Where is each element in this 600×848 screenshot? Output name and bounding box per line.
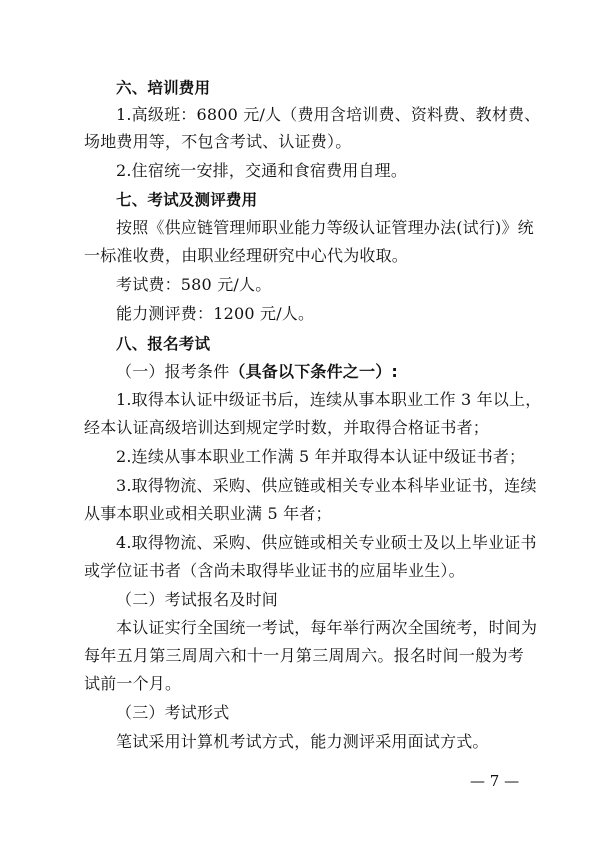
- assessment-fee: 能力测评费：1200 元/人。: [116, 304, 315, 323]
- subsection-2-heading: （二）考试报名及时间: [116, 590, 279, 609]
- section-7-paragraph-line-2: 一标准收费，由职业经理研究中心代为收取。: [84, 246, 409, 265]
- subsection-1-heading: [116, 361, 524, 383]
- condition-1-line-2: 经本认证高级培训达到规定学时数，并取得合格证书者；: [84, 418, 490, 437]
- section-6-item-2: 2.住宿统一安排，交通和食宿费用自理。: [116, 161, 408, 180]
- section-6-item-1-line-2: 场地费用等，不包含考试、认证费）。: [84, 132, 352, 151]
- section-6-item-1-line-1: 1.高级班：6800 元/人（费用含培训费、资料费、教材费、: [116, 105, 541, 124]
- condition-3-line-2: 从事本职业或相关职业满 5 年者；: [84, 504, 332, 523]
- subsection-2-line-3: 试前一个月。: [84, 674, 182, 693]
- condition-4-line-2: 或学位证书者（含尚未取得毕业证书的应届毕业生）。: [84, 561, 465, 580]
- condition-4-line-1: 4.取得物流、采购、供应链或相关专业硕士及以上毕业证书: [116, 533, 537, 552]
- condition-1-line-1: 1.取得本认证中级证书后，连续从事本职业工作 3 年以上，: [116, 390, 542, 409]
- section-7-paragraph-line-1: 按照《供应链管理师职业能力等级认证管理办法(试行)》统: [116, 218, 534, 237]
- condition-2: 2.连续从事本职业工作满 5 年并取得本认证中级证书者；: [116, 447, 526, 466]
- subsection-2-line-2: 每年五月第三周周六和十一月第三周周六。报名时间一般为考: [84, 646, 524, 665]
- section-6-heading: 六、培训费用: [116, 79, 211, 97]
- exam-fee: 考试费：580 元/人。: [116, 275, 272, 294]
- subsection-2-line-1: 本认证实行全国统一考试，每年举行两次全国统考，时间为: [116, 618, 538, 637]
- section-8-heading: 八、报名考试: [116, 335, 211, 353]
- section-7-heading: 七、考试及测评费用: [116, 191, 258, 209]
- subsection-1-condition-note: （具备以下条件之一）:: [229, 362, 399, 381]
- condition-3-line-1: 3.取得物流、采购、供应链或相关专业本科毕业证书，连续: [116, 476, 537, 495]
- subsection-3-text: 笔试采用计算机考试方式，能力测评采用面试方式。: [116, 732, 489, 751]
- page-number: — 7 —: [470, 772, 520, 790]
- subsection-3-heading: （三）考试形式: [116, 703, 230, 722]
- subsection-1-label: （一）报考条件: [116, 362, 230, 381]
